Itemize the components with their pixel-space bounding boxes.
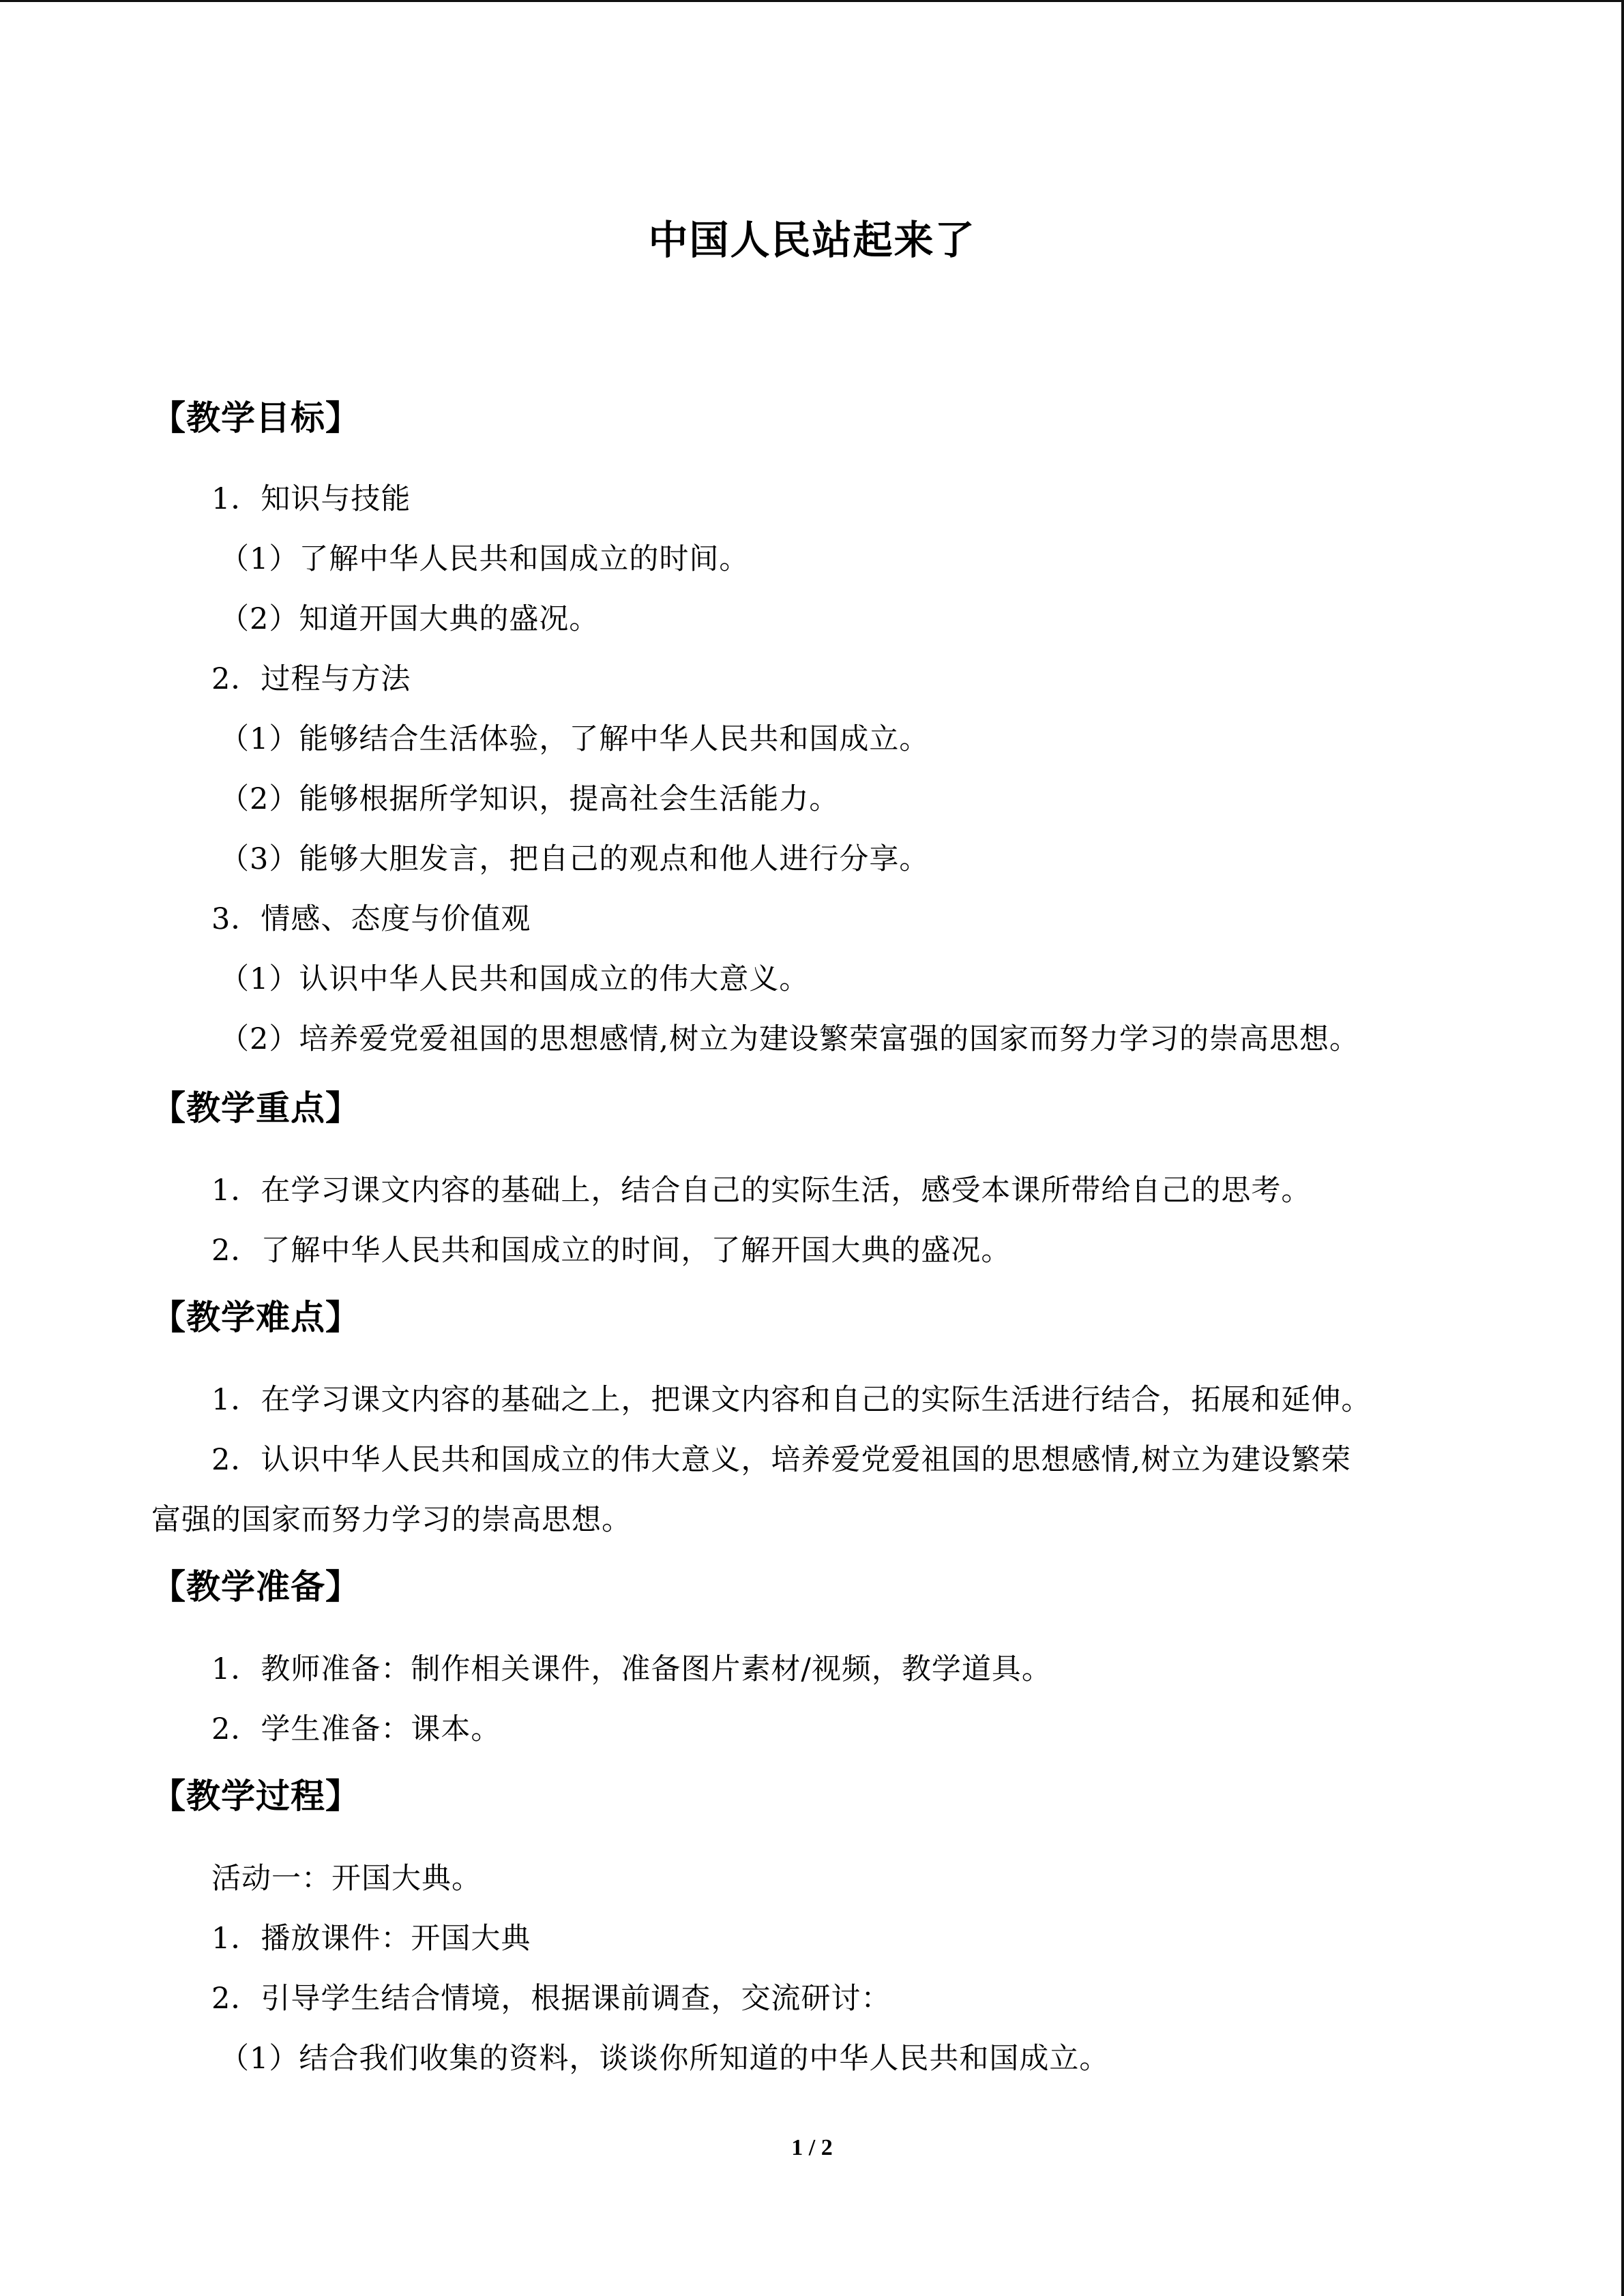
difficulty-item: 2．认识中华人民共和国成立的伟大意义，培养爱党爱祖国的思想感情,树立为建设繁荣 <box>211 1443 1352 1477</box>
activity-title: 活动一：开国大典。 <box>211 1862 482 1896</box>
preparation-item: 1．教师准备：制作相关课件，准备图片素材/视频，教学道具。 <box>211 1652 1052 1686</box>
process-step: 2．引导学生结合情境，根据课前调查，交流研讨： <box>211 1982 891 2016</box>
key-point-item: 1．在学习课文内容的基础上，结合自己的实际生活，感受本课所带给自己的思考。 <box>211 1174 1312 1208</box>
page-number: 1 / 2 <box>791 2135 833 2160</box>
section-heading-process: 【教学过程】 <box>151 1776 360 1816</box>
objective-item: （2）能够根据所学知识，提高社会生活能力。 <box>220 782 840 816</box>
process-sub-step: （1）结合我们收集的资料，谈谈你所知道的中华人民共和国成立。 <box>220 2042 1110 2076</box>
document-title: 中国人民站起来了 <box>648 217 976 263</box>
objective-item: （3）能够大胆发言，把自己的观点和他人进行分享。 <box>220 842 930 876</box>
page-border-right <box>1621 0 1624 2296</box>
objective-item: （1）认识中华人民共和国成立的伟大意义。 <box>220 962 810 996</box>
difficulty-item-continuation: 富强的国家而努力学习的崇高思想。 <box>151 1503 632 1537</box>
objective-category: 1．知识与技能 <box>211 482 411 516</box>
objective-item: （1）了解中华人民共和国成立的时间。 <box>220 542 750 576</box>
key-point-item: 2．了解中华人民共和国成立的时间，了解开国大典的盛况。 <box>211 1234 1012 1268</box>
section-heading-preparation: 【教学准备】 <box>151 1566 360 1607</box>
objective-category: 3．情感、态度与价值观 <box>211 902 531 936</box>
difficulty-item: 1．在学习课文内容的基础之上，把课文内容和自己的实际生活进行结合，拓展和延伸。 <box>211 1383 1372 1417</box>
process-step: 1．播放课件：开国大典 <box>211 1922 531 1956</box>
objective-category: 2．过程与方法 <box>211 662 411 696</box>
objective-item: （2）知道开国大典的盛况。 <box>220 602 600 636</box>
preparation-item: 2．学生准备：课本。 <box>211 1712 501 1746</box>
section-heading-difficulties: 【教学难点】 <box>151 1297 360 1337</box>
page-border-top <box>0 0 1624 2</box>
section-heading-objectives: 【教学目标】 <box>151 398 360 438</box>
section-heading-key-points: 【教学重点】 <box>151 1088 360 1128</box>
objective-item: （1）能够结合生活体验，了解中华人民共和国成立。 <box>220 722 930 756</box>
objective-item: （2）培养爱党爱祖国的思想感情,树立为建设繁荣富强的国家而努力学习的崇高思想。 <box>220 1022 1360 1056</box>
